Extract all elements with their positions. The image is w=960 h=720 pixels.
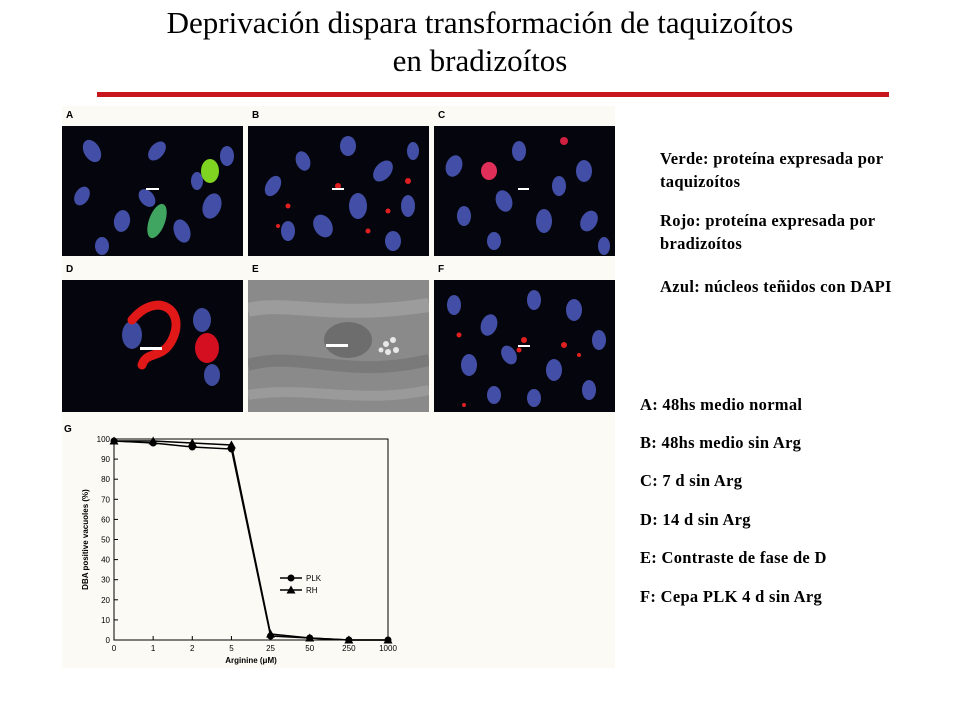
y-tick-label: 80 bbox=[101, 475, 110, 485]
y-tick-label: 100 bbox=[96, 435, 110, 444]
panel-f-image bbox=[434, 280, 615, 412]
title-divider bbox=[97, 92, 889, 97]
panel-letter-g: G bbox=[64, 424, 72, 435]
panel-b-image bbox=[248, 126, 429, 256]
y-tick-label: 70 bbox=[101, 495, 110, 505]
y-tick-label: 20 bbox=[101, 595, 110, 605]
panel-d-image bbox=[62, 280, 243, 412]
caption-d: D: 14 d sin Arg bbox=[640, 510, 751, 529]
panel-letter-e: E bbox=[252, 264, 259, 275]
y-tick-label: 10 bbox=[101, 615, 110, 625]
panel-letter-b: B bbox=[252, 110, 260, 121]
caption-e: E: Contraste de fase de D bbox=[640, 548, 827, 567]
panel-letter-a: A bbox=[66, 110, 74, 121]
panel-letter-f: F bbox=[438, 264, 445, 275]
x-tick-label: 0 bbox=[111, 644, 117, 653]
panel-a-image bbox=[62, 126, 243, 256]
point-rh bbox=[266, 629, 275, 637]
legend-label-rh: RH bbox=[306, 586, 318, 595]
y-tick-label: 40 bbox=[101, 555, 110, 565]
x-tick-label: 1000 bbox=[379, 644, 397, 653]
slide-title-line2: en bradizoítos bbox=[392, 43, 568, 78]
dba-arginine-chart bbox=[62, 424, 615, 668]
panel-c-image bbox=[434, 126, 615, 256]
y-tick-label: 60 bbox=[101, 515, 110, 525]
legend-blue: Azul: núcleos teñidos con DAPI bbox=[660, 277, 892, 296]
panel-e-image bbox=[248, 280, 429, 412]
y-tick-label: 90 bbox=[101, 455, 110, 465]
series-line-rh bbox=[114, 441, 388, 640]
graph-g bbox=[62, 424, 615, 668]
x-tick-label: 2 bbox=[190, 644, 195, 653]
slide-title-line1: Deprivación dispara transformación de taquizoítos bbox=[166, 5, 794, 40]
caption-a: A: 48hs medio normal bbox=[640, 395, 803, 414]
caption-c: C: 7 d sin Arg bbox=[640, 471, 743, 490]
x-tick-label: 1 bbox=[150, 644, 156, 653]
y-tick-label: 50 bbox=[101, 535, 110, 545]
y-tick-label: 0 bbox=[105, 636, 110, 645]
y-axis-label: DBA positive vacuoles (%) bbox=[81, 489, 90, 590]
legend-marker-plk bbox=[288, 575, 295, 582]
x-axis-label: Arginine (μM) bbox=[225, 656, 277, 665]
x-tick-label: 50 bbox=[305, 644, 315, 653]
legend-red: Rojo: proteína expresada por bradizoítos bbox=[660, 211, 876, 253]
legend-label-plk: PLK bbox=[306, 574, 322, 583]
panel-letter-d: D bbox=[66, 264, 74, 275]
y-tick-label: 30 bbox=[101, 575, 110, 585]
caption-b: B: 48hs medio sin Arg bbox=[640, 433, 802, 452]
panel-letter-c: C bbox=[438, 110, 446, 121]
microscopy-figure bbox=[62, 106, 615, 668]
caption-f: F: Cepa PLK 4 d sin Arg bbox=[640, 587, 822, 606]
x-tick-label: 250 bbox=[342, 644, 356, 653]
x-tick-label: 5 bbox=[229, 644, 234, 653]
legend-green: Verde: proteína expresada por taquizoítos bbox=[660, 149, 884, 191]
slide-title bbox=[0, 4, 960, 80]
x-tick-label: 25 bbox=[266, 644, 276, 653]
